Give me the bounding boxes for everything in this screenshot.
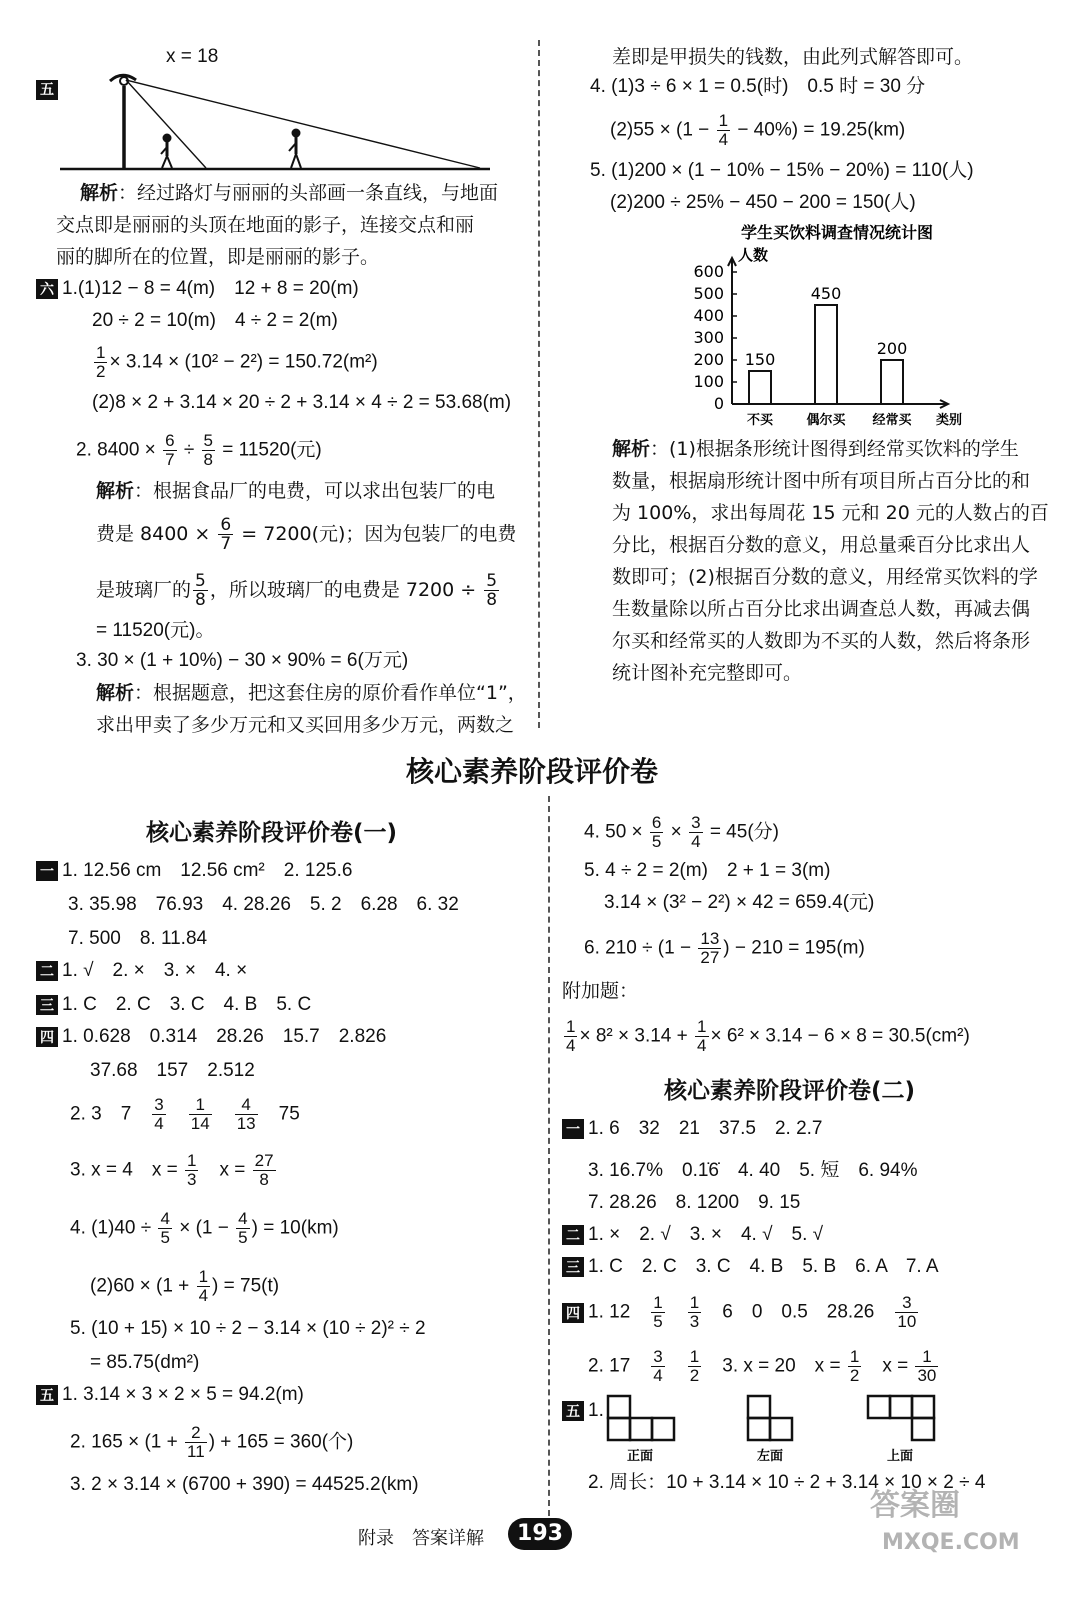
chart-jiexi-7: 尔买和经常买的人数即为不买的人数，然后将条形 <box>612 630 1031 652</box>
chart-bars <box>745 284 913 428</box>
p1-wu-line-2: 2. 165 × (1 + $\frac{2}{11}$ ) + 165 = 360(个) <box>70 1423 354 1461</box>
watermark-logo: 答案圈 <box>870 1488 960 1523</box>
p2-si-line-1: 四 1. 12 $\frac{1}{5}$ $\frac{1}{3}$ 6 0 0.5 28.26 $\frac{3}{10}$ <box>562 1294 920 1331</box>
y-tick-label: 400 <box>693 306 724 325</box>
bar <box>881 360 903 404</box>
q6-3: 3. 30 × (1 + 10%) − 30 × 90% = 6(万元) <box>76 650 409 671</box>
chart-jiexi-8: 统计图补充完整即可。 <box>612 662 803 684</box>
top-right-q5-1: 5. (1)200 × (1 − 10% − 15% − 20%) = 110(人) <box>590 160 974 181</box>
chart-jiexi-1: 解析：(1)根据条形统计图得到经常买饮料的学生 <box>612 438 1019 460</box>
x-axis-label: 类别 <box>935 413 963 428</box>
bar-data-label: 150 <box>744 350 776 369</box>
bar-data-label: 200 <box>876 339 908 358</box>
chart-title: 学生买饮料调查情况统计图 <box>740 223 934 242</box>
p1-si-line-2: 37.68 157 2.512 <box>90 1060 255 1081</box>
top-view <box>868 1396 934 1440</box>
top-view-label: 上面 <box>886 1449 914 1464</box>
watermark-url: MXQE.COM <box>882 1530 1020 1555</box>
top-right-q4-1: 4. (1)3 ÷ 6 × 1 = 0.5(时) 0.5 时 = 30 分 <box>590 76 926 97</box>
bar <box>815 305 837 404</box>
three-views-figure <box>600 1390 950 1464</box>
p1-yi-line-2: 3. 35.98 76.93 4. 28.26 5. 2 6.28 6. 32 <box>68 894 459 915</box>
top-right-q4-2: (2)55 × (1 − $\frac{1}{4}$ − 40%) = 19.25(km) <box>610 111 906 149</box>
p1-wu-line-1: 五 1. 3.14 × 3 × 2 × 5 = 94.2(m) <box>36 1382 304 1408</box>
footer-label: 附录 答案详解 <box>358 1528 484 1549</box>
paper-1-title: 核心素养阶段评价卷(一) <box>146 820 398 846</box>
chart-jiexi-4: 分比，根据百分数的意义，用总量乘百分比求出人 <box>612 534 1031 556</box>
front-view-label: 正面 <box>626 1449 654 1464</box>
y-tick-label: 600 <box>693 262 724 281</box>
page-number: 193 <box>508 1518 572 1550</box>
p2-yi-line-1: 一 1. 6 32 21 37.5 2. 2.7 <box>562 1116 822 1142</box>
p1r-q5-2: 3.14 × (3² − 2²) × 42 = 659.4(元) <box>604 892 875 913</box>
p1-wu-line-3: 3. 2 × 3.14 × (6700 + 390) = 44525.2(km) <box>70 1474 419 1495</box>
jiexi-line-3: 丽的脚所在的位置，即是丽丽的影子。 <box>56 246 380 268</box>
p1r-fujia-answer: $\frac{1}{4}$ × 8² × 3.14 + $\frac{1}{4}$ × 6² × 3.14 − 6 × 8 = 30.5(cm²) <box>566 1017 970 1055</box>
chart-jiexi-6: 生数量除以所占百分比求出调查总人数，再减去偶 <box>612 598 1031 620</box>
jiexi-line-2: 交点即是丽丽的头顶在地面的影子，连接交点和丽 <box>56 214 475 236</box>
p1-san: 三 1. C 2. C 3. C 4. B 5. C <box>36 992 311 1018</box>
p1r-q4: 4. 50 × $\frac{6}{5}$ × $\frac{3}{4}$ = 45(分) <box>584 813 779 851</box>
chart-jiexi-5: 数即可；(2)根据百分数的意义，用经常买饮料的学 <box>612 566 1038 588</box>
column-divider-top <box>538 40 540 728</box>
p2-yi-line-3: 7. 28.26 8. 1200 9. 15 <box>588 1192 801 1213</box>
bar <box>749 371 771 404</box>
q6-2-jiexi-4: = 11520(元)。 <box>96 620 215 641</box>
left-view <box>748 1396 792 1440</box>
front-view <box>608 1396 674 1440</box>
p1-si-line-6: (2)60 × (1 + $\frac{1}{4}$ ) = 75(t) <box>90 1267 280 1305</box>
p2-yi-line-2: 3. 16.7% 0.1̇6̇ 4. 40 5. 短 6. 94% <box>588 1160 918 1181</box>
q6-3-jiexi-2: 求出甲卖了多少万元和又买回用多少万元，两数之 <box>96 714 515 736</box>
section-tag-wu: 五 <box>36 76 62 102</box>
bar-data-label: 450 <box>810 284 842 303</box>
p1-si-line-7: 5. (10 + 15) × 10 ÷ 2 − 3.14 × (10 ÷ 2)² ÷ 2 <box>70 1318 426 1339</box>
category-label: 经常买 <box>872 413 912 428</box>
p2-wu-line-2: 2. 周长：10 + 3.14 × 10 ÷ 2 + 3.14 × 10 × 2 ÷ 4 <box>588 1472 986 1493</box>
p1-si-line-4: 3. x = 4 x = $\frac{1}{3}$ x = $\frac{27}{8}$ <box>70 1151 274 1189</box>
category-label: 偶尔买 <box>806 413 846 428</box>
jiexi-line-1: 解析：经过路灯与丽丽的头部画一条直线，与地面 <box>80 182 499 204</box>
q6-1-line-b: 20 ÷ 2 = 10(m) 4 ÷ 2 = 2(m) <box>92 310 338 331</box>
lili-figure <box>161 134 172 169</box>
y-tick-label: 500 <box>693 284 724 303</box>
p1-si-line-3: 2. 3 7 $\frac{3}{4}$ $\frac{1}{14}$ $\frac{4}{13}$ 75 <box>70 1095 300 1133</box>
y-tick-label: 0 <box>713 394 724 413</box>
q6-2: 2. 8400 × $\frac{6}{7}$ ÷ $\frac{5}{8}$ = 11520(元) <box>76 431 322 469</box>
q6-2-jiexi-2: 费是 8400 × $\frac{6}{7}$ = 7200(元)；因为包装厂的电费 <box>96 515 517 554</box>
p1r-fujia-label: 附加题： <box>562 980 639 1002</box>
chart-ylabel: 人数 <box>738 246 769 264</box>
y-tick-label: 300 <box>693 328 724 347</box>
light-ray-2 <box>126 80 480 168</box>
q6-1-line-a: 六 1.(1)12 − 8 = 4(m) 12 + 8 = 20(m) <box>36 276 359 302</box>
chart-jiexi-2: 数量，根据扇形统计图中所有项目所占百分比的和 <box>612 470 1031 492</box>
p1-yi-line-1: 一 1. 12.56 cm 12.56 cm² 2. 125.6 <box>36 858 352 884</box>
x-equation: x = 18 <box>166 46 219 67</box>
p2-er: 二 1. × 2. √ 3. × 4. √ 5. √ <box>562 1222 823 1248</box>
left-view-label: 左面 <box>756 1449 784 1464</box>
paper-2-title: 核心素养阶段评价卷(二) <box>664 1078 916 1104</box>
top-right-line-1: 差即是甲损失的钱数，由此列式解答即可。 <box>612 46 974 68</box>
p1-si-line-5: 4. (1)40 ÷ $\frac{4}{5}$ × (1 − $\frac{4}{5}$ ) = 10(km) <box>70 1209 339 1247</box>
q6-1-line-d: (2)8 × 2 + 3.14 × 20 ÷ 2 + 3.14 × 4 ÷ 2 = 53.68(m) <box>92 392 512 413</box>
bar-chart <box>680 218 980 432</box>
category-label: 不买 <box>746 413 774 428</box>
p2-si-line-2: 2. 17 $\frac{3}{4}$ $\frac{1}{2}$ 3. x = 20 x = $\frac{1}{2}$ x = $\frac{1}{30}$ <box>588 1347 937 1385</box>
q6-2-jiexi-3: 是玻璃厂的 $\frac{5}{8}$ ，所以玻璃厂的电费是 7200 ÷ $\frac{5}{8}$ <box>96 571 498 610</box>
p2-wu-line-1: 五 1. <box>562 1398 604 1424</box>
column-divider-bottom <box>548 796 550 1516</box>
p2-san: 三 1. C 2. C 3. C 4. B 5. B 6. A 7. A <box>562 1254 939 1280</box>
q6-3-jiexi-1: 解析：根据题意，把这套住房的原价看作单位“1”， <box>96 682 527 704</box>
p1r-q6: 6. 210 ÷ (1 − $\frac{13}{27}$ ) − 210 = 195(m) <box>584 929 865 967</box>
chart-jiexi-3: 为 100%，求出每周花 15 元和 20 元的人数占的百 <box>612 502 1049 524</box>
p1-yi-line-3: 7. 500 8. 11.84 <box>68 928 208 949</box>
p1-si-line-8: = 85.75(dm²) <box>90 1352 200 1373</box>
q6-1-line-c: $\frac{1}{2}$ × 3.14 × (10² − 2²) = 150.72(m²) <box>96 343 378 381</box>
top-right-q5-2: (2)200 ÷ 25% − 450 − 200 = 150(人) <box>610 192 916 213</box>
p1r-q5-1: 5. 4 ÷ 2 = 2(m) 2 + 1 = 3(m) <box>584 860 831 881</box>
q6-2-jiexi-1: 解析：根据食品厂的电费，可以求出包装厂的电 <box>96 480 496 502</box>
p1-si-line-1: 四 1. 0.628 0.314 28.26 15.7 2.826 <box>36 1024 386 1050</box>
section-title: 核心素养阶段评价卷 <box>406 755 659 788</box>
y-tick-label: 100 <box>693 372 724 391</box>
p1-er: 二 1. √ 2. × 3. × 4. × <box>36 958 247 984</box>
y-tick-label: 200 <box>693 350 724 369</box>
second-person-figure <box>289 129 301 169</box>
lamp-shadow-figure <box>60 68 500 176</box>
